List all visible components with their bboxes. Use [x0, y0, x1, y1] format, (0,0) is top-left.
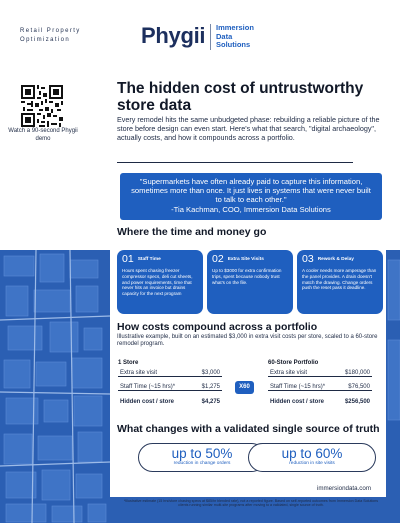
compound-subtitle: Illustrative example, built on an estimated $3,000 in extra visit costs per store, scaled to a 60-store remodel program.: [117, 334, 378, 348]
phase-title: Extra Site Visits: [227, 256, 264, 262]
row-value: $1,275: [201, 384, 220, 390]
row-value: $180,000: [344, 370, 370, 376]
company-line-2: Data: [216, 31, 233, 41]
phase-header: [122, 254, 198, 265]
multiplier-badge: X60: [235, 381, 254, 394]
footnote: *Illustrative estimate (15 hrs/store chasing specs at $85/hr blended rate), not a reported figure. Based on self-reported outcomes from Immersion Data Solutions clients running similar multi-site programs after moving to a validated, single source of truth.: [123, 499, 379, 508]
phase-number: 02: [212, 253, 224, 265]
phase-card-extra-site-visits: [207, 250, 293, 314]
phase-number: 03: [302, 253, 314, 265]
row-value: $256,500: [344, 399, 370, 405]
phase-title: Staff Time: [137, 256, 161, 262]
row-value: $76,500: [348, 384, 370, 390]
tagline-line-2: Optimization: [20, 37, 71, 43]
company-logo: [216, 24, 286, 50]
section-heading-compound: How costs compound across a portfolio: [117, 321, 318, 333]
table-row: [268, 384, 372, 391]
row-label: Staff Time (~15 hrs)*: [270, 384, 326, 390]
phase-description: Hours spent chasing freezer compressor specs, deli cut sheets, and power requirements, time that never hits an invoice but drains capacity for the next program: [122, 268, 193, 297]
quote-text: "Supermarkets have often already paid to capture this information, sometimes more than once. It just lives in systems that were never built to talk to each other.": [131, 177, 371, 205]
table-title-one-store: 1 Store: [118, 360, 139, 366]
brand-logo: Phygii: [141, 23, 206, 48]
table-row: [118, 384, 222, 391]
stat-value: up to 50%: [171, 446, 233, 461]
intro-paragraph: Every remodel hits the same unbudgeted phase: rebuilding a reliable picture of the store before design can even start. Here's what that search, "digital archaeology", actually costs, and how it compounds across a portfolio.: [117, 115, 380, 142]
stat-value: up to 60%: [281, 446, 343, 461]
phase-description: Up to $3000 for extra confirmation trips, spent because nobody trust what's on the file.: [212, 268, 282, 285]
phase-card-staff-time: [117, 250, 203, 314]
table-row: [118, 370, 222, 377]
table-row-total: [268, 399, 372, 405]
row-value: $3,000: [201, 370, 220, 376]
stat-pill-site-visits: [248, 443, 376, 472]
row-label: Hidden cost / store: [120, 399, 175, 405]
row-label: Extra site visit: [270, 370, 308, 376]
quote-attribution: -Tia Kachman, COO, Immersion Data Solutions: [171, 204, 331, 214]
row-value: $4,275: [201, 399, 220, 405]
stat-pill-change-orders: [138, 443, 266, 472]
row-label: Extra site visit: [120, 370, 158, 376]
page-title: The hidden cost of untrustworthy store data: [117, 80, 364, 114]
phase-card-rework-delay: [297, 250, 383, 314]
quote-box: [120, 173, 382, 220]
company-line-3: Solutions: [216, 40, 251, 50]
stat-label: reduction in site visits: [289, 461, 335, 466]
table-row: [268, 370, 372, 377]
divider: [117, 162, 353, 163]
section-heading-where: Where the time and money go: [117, 226, 267, 238]
phase-description: A cooler needs more amperage than the panel provides. A drain doesn't match the drawing. Change orders push the reset pass it deadline.: [302, 268, 377, 291]
row-label: Staff Time (~15 hrs)*: [120, 384, 176, 390]
table-row-total: [118, 399, 222, 405]
row-label: Hidden cost / store: [270, 399, 325, 405]
phase-header: [212, 254, 288, 265]
phase-title: Rework & Delay: [317, 256, 354, 262]
header-tagline: [20, 27, 110, 45]
table-title-sixty-store: 60-Store Portfolio: [268, 360, 319, 366]
brand-divider: [210, 24, 211, 50]
website-link[interactable]: immersiondata.com: [317, 485, 371, 492]
section-heading-changes: What changes with a validated single source of truth: [117, 423, 380, 435]
phase-header: [302, 254, 378, 265]
phase-number: 01: [122, 253, 134, 265]
company-line-1: Immersion: [216, 23, 254, 32]
stat-label: reduction in change orders: [173, 461, 231, 466]
qr-caption: Watch a 90-second Phygii demo: [8, 128, 78, 142]
qr-code-icon[interactable]: [21, 85, 63, 127]
tagline-line-1: Retail Property: [20, 28, 81, 34]
